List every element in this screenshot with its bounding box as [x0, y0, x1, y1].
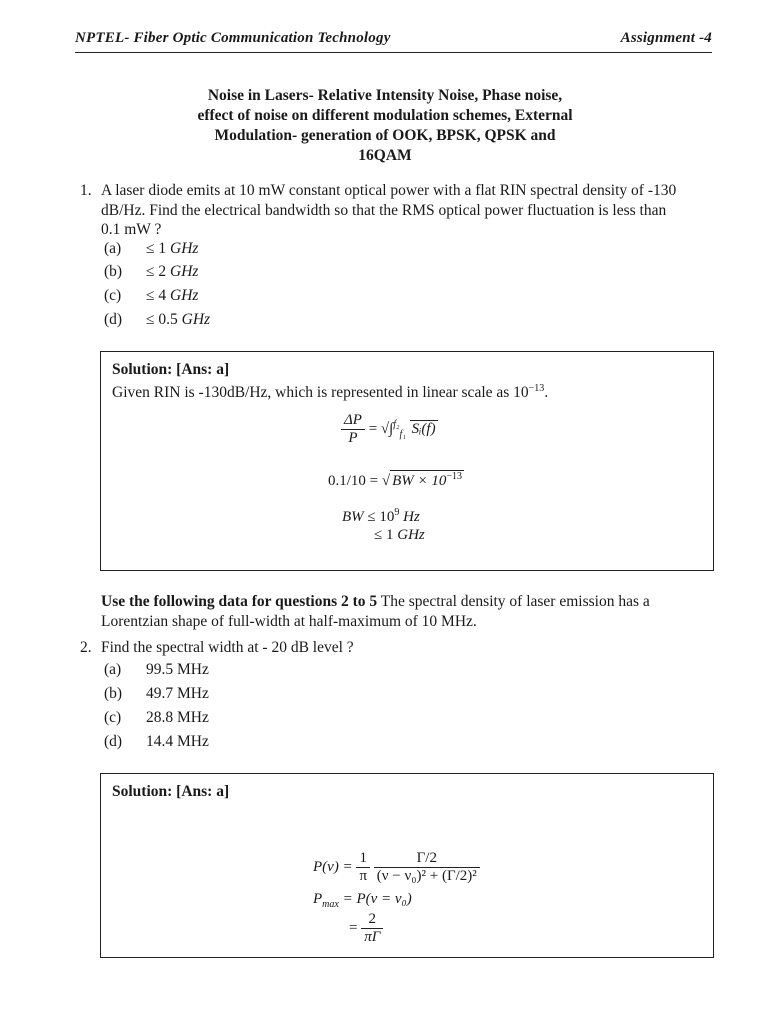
fraction-numerator: 2: [361, 911, 383, 929]
equation-bandwidth-lhs: 0.1/10 = √: [328, 473, 391, 489]
solution-2-heading: Solution: [Ans: a]: [112, 783, 230, 800]
q1-option-a-value: 1: [158, 240, 167, 257]
solution-1-text: [112, 379, 707, 403]
solution-1-heading: Solution: [Ans: a]: [112, 361, 230, 378]
equation-fluctuation-rhs: = √∫: [368, 420, 394, 437]
data-statement-line-2: Lorentzian shape of full-width at half-maximum of 10 MHz.: [101, 612, 477, 630]
q1-option-d-value: 0.5: [158, 311, 178, 328]
fraction-denominator: P: [348, 430, 358, 446]
question-2-text: Find the spectral width at - 20 dB level ?: [101, 639, 354, 656]
solution-1-text-body: Given RIN is -130dB/Hz, which is represented in linear scale as 10: [112, 384, 529, 402]
title-line-4: 16QAM: [358, 147, 412, 164]
q1-option-b: [146, 263, 198, 281]
pmax-symbol: P: [313, 891, 323, 907]
header-rule: [75, 52, 712, 53]
question-1-line-1: A laser diode emits at 10 mW constant optical power with a flat RIN spectral density of -130: [101, 182, 677, 199]
integral-upper-limit: f₂: [393, 418, 400, 430]
lorentzian-fraction-1: [356, 850, 370, 885]
q1-option-c-label: (c): [104, 287, 122, 304]
q1-option-a-rel: ≤: [146, 240, 155, 257]
q2-option-a-label: (a): [104, 661, 122, 678]
q1-option-d: [146, 311, 210, 329]
bw-final-bound: ≤ 1: [374, 527, 394, 543]
q1-option-d-rel: ≤: [146, 311, 155, 328]
bw-bound: ≤ 10: [367, 509, 395, 525]
fraction-denominator: π: [359, 868, 368, 884]
q1-option-c-rel: ≤: [146, 287, 155, 304]
equation-lorentzian: [313, 850, 480, 885]
equation-pmax-result: [349, 911, 383, 946]
q1-option-c-value: 4: [158, 287, 167, 304]
page-title: [150, 86, 620, 166]
q1-option-a: [146, 240, 198, 258]
question-1-number: 1.: [80, 182, 92, 199]
pmax-equals: =: [349, 919, 358, 936]
bw-exponent: 9: [394, 507, 400, 518]
equation-bandwidth-radical: [390, 470, 464, 490]
fraction-numerator: Γ/2: [374, 850, 480, 868]
integral-lower-limit: f₁: [399, 428, 406, 440]
fraction-denominator: πΓ: [364, 929, 381, 945]
question-1-text: [101, 181, 716, 240]
question-2-number: 2.: [80, 639, 92, 656]
q2-option-b: 49.7 MHz: [146, 685, 209, 702]
question-1-line-2: dB/Hz. Find the electrical bandwidth so that the RMS optical power fluctuation is less than: [101, 201, 667, 219]
q2-option-c: 28.8 MHz: [146, 709, 209, 726]
equation-fluctuation: [341, 412, 438, 447]
fraction-numerator: ΔP: [341, 412, 365, 430]
solution-1-box: [100, 351, 714, 571]
equation-pmax: [313, 891, 412, 910]
q1-option-b-rel: ≤: [146, 263, 155, 280]
bw-symbol: BW: [342, 509, 364, 525]
data-statement: [101, 592, 716, 631]
data-statement-bold: Use the following data for questions 2 to 5: [101, 593, 378, 610]
q1-option-c-unit: GHz: [170, 287, 199, 304]
running-header-assignment: Assignment -4: [620, 30, 712, 46]
title-line-3: Modulation- generation of OOK, BPSK, QPSK and: [214, 127, 556, 144]
question-1-line-3: 0.1 mW ?: [101, 221, 162, 238]
fraction-numerator: 1: [356, 850, 370, 868]
data-statement-text: The spectral density of laser emission has a: [377, 593, 650, 610]
radical-content: BW × 10: [392, 473, 447, 489]
q2-option-b-label: (b): [104, 685, 123, 702]
q2-option-d: 14.4 MHz: [146, 733, 209, 750]
q1-option-b-label: (b): [104, 263, 123, 280]
q1-option-a-unit: GHz: [170, 240, 199, 257]
q1-option-d-label: (d): [104, 311, 123, 328]
equation-fluctuation-fraction: [341, 412, 365, 447]
q2-option-a: 99.5 MHz: [146, 661, 209, 678]
title-line-2: effect of noise on different modulation schemes, External: [197, 107, 573, 124]
q2-option-c-label: (c): [104, 709, 122, 726]
radical-exponent: −13: [446, 471, 463, 482]
q1-option-c: [146, 287, 198, 305]
data-statement-line-1: [101, 592, 716, 612]
lorentzian-fraction-2: [374, 850, 480, 885]
solution-1-text-end: .: [544, 384, 549, 402]
q1-option-b-value: 2: [158, 263, 167, 280]
equation-bw-final: [374, 527, 425, 544]
equation-bandwidth: [328, 470, 464, 490]
solution-1-text-exponent: −13: [528, 383, 545, 394]
solution-2-box: [100, 773, 714, 958]
lorentzian-lhs: P(ν) =: [313, 858, 353, 875]
fraction-denominator: (ν − ν₀)² + (Γ/2)²: [376, 868, 477, 884]
pmax-subscript: max: [322, 899, 339, 910]
q2-option-d-label: (d): [104, 733, 123, 750]
q1-option-a-label: (a): [104, 240, 122, 257]
integrand: Sᵢ(f): [411, 420, 436, 437]
pmax-rhs: = P(ν = ν₀): [342, 891, 412, 907]
bw-final-unit: GHz: [397, 527, 425, 543]
equation-bw-result: [342, 507, 420, 526]
q1-option-b-unit: GHz: [170, 263, 199, 280]
title-line-1: Noise in Lasers- Relative Intensity Noise, Phase noise,: [207, 87, 563, 104]
bw-unit: Hz: [403, 509, 420, 525]
running-header-title: NPTEL- Fiber Optic Communication Technology: [75, 30, 391, 46]
q1-option-d-unit: GHz: [181, 311, 211, 328]
pmax-fraction: [361, 911, 383, 946]
